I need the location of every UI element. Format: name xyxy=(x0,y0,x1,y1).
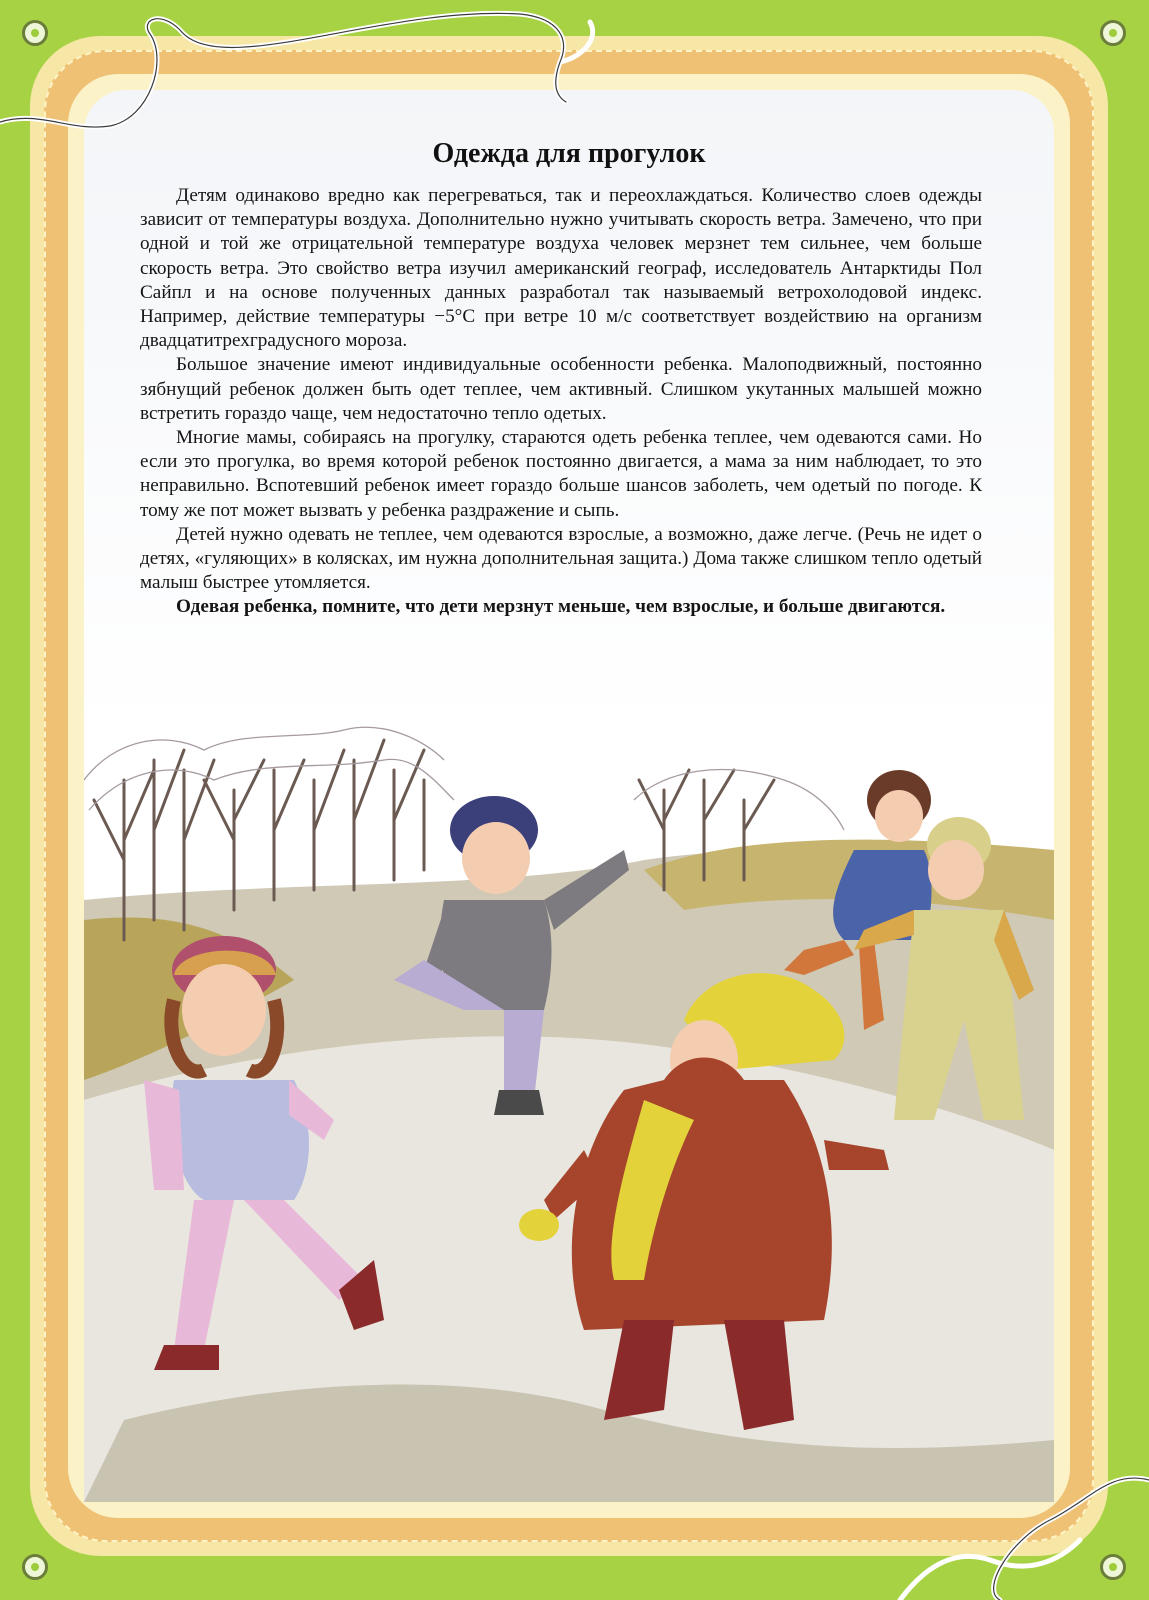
eyelet-bottom-right xyxy=(1100,1554,1126,1580)
children-illustration xyxy=(84,720,1054,1502)
eyelet-top-left xyxy=(22,20,48,46)
paragraph-4: Детей нужно одевать не теплее, чем одеваются взрослые, а возможно, даже легче. (Речь не идет о детях, «гуляющих» в колясках, им нужна дополнительная защита.) Дома также слишком тепло одетый малыш быстрее утомляется. xyxy=(140,523,982,594)
article-title: Одежда для прогулок xyxy=(432,138,706,169)
paragraph-1: Детям одинаково вредно как перегреваться, так и переохлаждаться. Количество слоев одежды зависит от температуры воздуха. Дополнительно нужно учитывать скорость ветра. Замечено, что при одной и той же отрицательной температуре воздуха человек мерзнет тем сильнее, чем больше скорость ветра. Это свойство ветра изучил американский географ, исследователь Антарктиды Пол Сайпл и на основе полученных данных разработал так называемый ветрохолодовой индекс. Например, действие температуры −5°C при ветре 10 м/с соответствует воздействию на организм двадцатитрехградусного мороза. xyxy=(140,185,982,352)
paragraph-2: Большое значение имеют индивидуальные особенности ребенка. Малоподвижный, постоянно зябнущий ребенок должен быть одет теплее, чем активный. Слишком укутанных малышей можно встретить гораздо чаще, чем недостаточно тепло одетых. xyxy=(140,354,982,424)
conclusion: Одевая ребенка, помните, что дети мерзнут меньше, чем взрослые, и больше двигаются. xyxy=(176,596,946,618)
article-body xyxy=(140,184,982,620)
paragraph-3: Многие мамы, собираясь на прогулку, стараются одеть ребенка теплее, чем одеваются сами. Но если это прогулка, во время которой ребенок постоянно двигается, а мама за ним наблюдает, то это неправильно. Вспотевший ребенок имеет гораздо больше шансов заболеть, чем одетый по погоде. К тому же пот может вызвать у ребенка раздражение и сыпь. xyxy=(140,427,982,521)
eyelet-bottom-left xyxy=(22,1554,48,1580)
eyelet-top-right xyxy=(1100,20,1126,46)
